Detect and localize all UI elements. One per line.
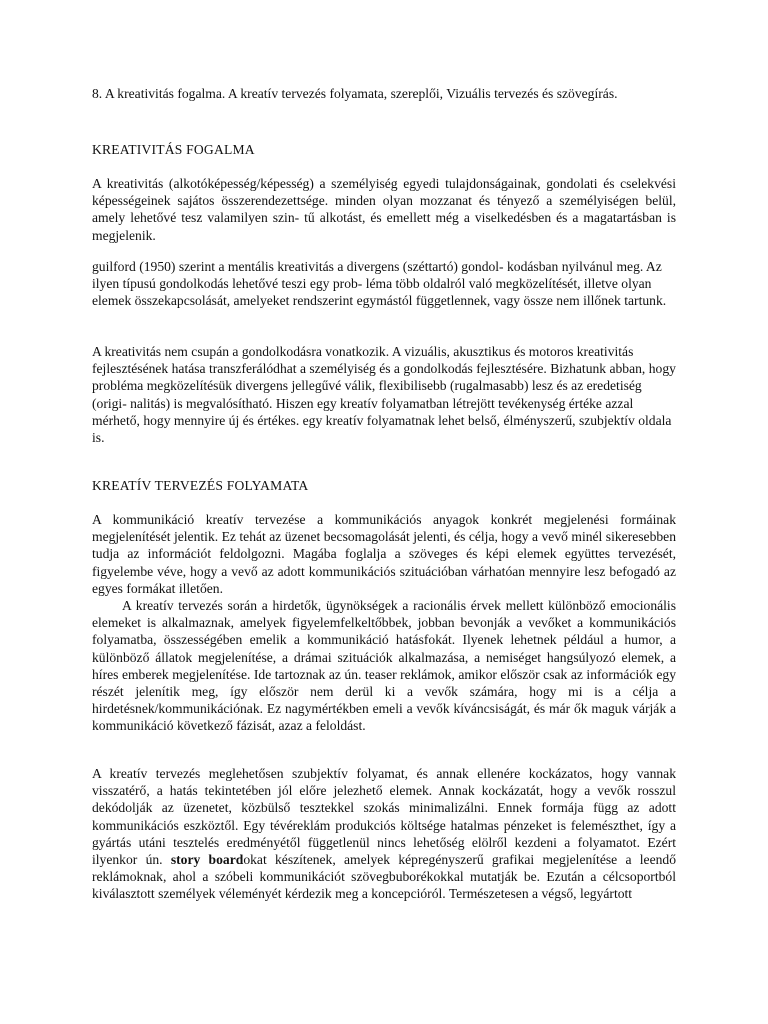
paragraph-risk-testing (92, 765, 676, 903)
section-heading-kreativ-tervezes: KREATÍV TERVEZÉS FOLYAMATA (92, 478, 309, 493)
paragraph-emotional-elements: A kreatív tervezés során a hirdetők, ügynökségek a racionális érvek mellett különböző emocionális elemeket is alkalmaznak, amelyek figyelemfelkeltőbbek, jobban bevonják a vevőket a kommunikációs folyamatba, összességében emelik a kommunikáció hatásfokát. Ilyenek lehetnek például a humor, a különböző állatok megjelenítése, a drámai szituációk alkalmazása, a nemiséget hangsúlyozó elemek, a híres emberek megjelenítése. Ide tartoznak az ún. teaser reklámok, amikor először csak az információk egy részét jelenítik meg, így először nem derül ki a vevők számára, hogy mi is a célja a hirdetésnek/kommunikációnak. Ez nagymértékben emeli a vevők kíváncsiságát, és már ők maguk várják a kommunikáció következő fázisát, azaz a feloldást. (92, 598, 676, 734)
paragraph-communication-design: A kommunikáció kreatív tervezése a kommunikációs anyagok konkrét megjelenési formáinak megjelenítését jelentik. Ez tehát az üzenet becsomagolását jelenti, és célja, hogy a vevő minél sikeresebben tudja az információt feldolgozni. Magába foglalja a szöveges és képi elemek együttes tervezését, figyelembe véve, hogy a vevő az adott kommunikációs szituációban várhatóan mennyire lesz befogadó az egyes formákat illetően. (92, 512, 676, 596)
paragraph-definition: A kreativitás (alkotóképesség/képesség) a személyiség egyedi tulajdonságainak, gondolati és cselekvési képességeinek sajátos összerendezettsége. minden olyan mozzanat és tényező a személyiségen belül, amely lehetővé tesz valamilyen szin- tű alkotást, és emellett még a viselkedésben és a magatartásban is megjelenik. (92, 176, 676, 243)
paragraph-creativity-types: A kreativitás nem csupán a gondolkodásra vonatkozik. A vizuális, akusztikus és motoros kreativitás fejlesztésének hatása transzferálódhat a személyiség és a gondolkodás fejlesztésére. Bizhatunk abban, hogy probléma megközelítésük divergens jellegűvé válik, flexibilisebb (rugalmasabb) lesz és az eredetiség (origi- nalitás) is megvalósítható. Hiszen egy kreatív folyamatban létrejött tevékenység értéke azzal mérhető, hogy mennyire új és értékes. egy kreatív folyamatnak lehet belső, élményszerű, szubjektív oldala is. (92, 344, 676, 446)
paragraph-risk-text-end: okat készítenek, amelyek képregényszerű grafikai megjelenítése a leendő reklámoknak, ahol a szóbeli kommunikációt szövegbuborékokkal mutatják be. Ezután a célcsoportból kiválasztott személyek véleményét kérdezik meg a koncepcióról. Természetesen a végső, legyártott (92, 852, 676, 902)
story-board-term: story board (170, 852, 244, 868)
paragraph-risk-text-start: A kreatív tervezés meglehetősen szubjektív folyamat, és annak ellenére kockázatos, hogy vannak visszatérő, a hatás tekintetében jól előre jelezhető elemek. Annak kockázatát, hogy a vevők rosszul dekódolják az üzenetet, közbülső tesztekkel szokás minimalizálni. Ennek formája függ az adott kommunikációs eszköztől. Egy tévéreklám produkciós költsége hatalmas pénzeket is felemészthet, így a gyártás utáni tesztelés eredményétől függetlenül nincs lehetőség elölről kezdeni a folyamatot. Ezért ilyenkor ún. (92, 766, 676, 868)
paragraph-guilford: guilford (1950) szerint a mentális kreativitás a divergens (széttartó) gondol- kodásban nyilvánul meg. Az ilyen típusú gondolkodás lehetővé teszi egy prob- léma több oldalról való megközelítését, illetve olyan elemek összekapcsolását, amelyeket rendszerint egymástól függetlennek, vagy össze nem illőnek tartunk. (92, 259, 667, 309)
document-title: 8. A kreativitás fogalma. A kreatív tervezés folyamata, szereplői, Vizuális tervezés és szövegírás. (92, 86, 618, 101)
section-heading-kreativitas-fogalma: KREATIVITÁS FOGALMA (92, 142, 255, 157)
